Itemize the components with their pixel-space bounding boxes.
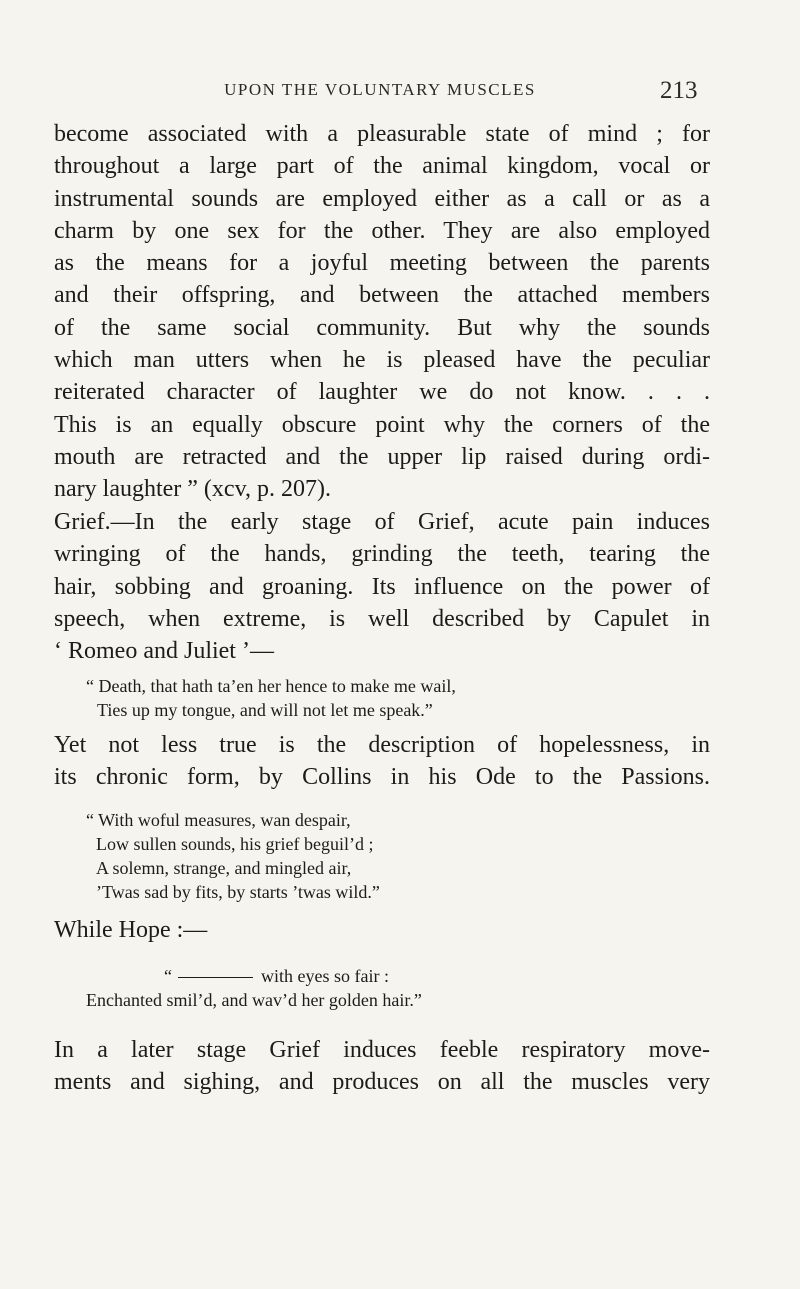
em-rule bbox=[178, 977, 253, 978]
quote-line: “ Death, that hath ta’en her hence to make me wail, bbox=[86, 676, 456, 696]
text-line: Yet not less true is the description of hopelessness, in bbox=[54, 732, 710, 758]
quote-fragment: with eyes so fair : bbox=[261, 966, 389, 986]
running-head: UPON THE VOLUNTARY MUSCLES bbox=[224, 80, 536, 99]
text-line: instrumental sounds are employed either as a call or as a bbox=[54, 185, 710, 212]
paragraph-later-stage bbox=[54, 1034, 710, 1099]
paragraph-hope bbox=[54, 914, 710, 946]
text-line: speech, when extreme, is well described by Capulet in bbox=[54, 605, 710, 632]
text-line: hair, sobbing and groaning. Its influence on the power of bbox=[54, 573, 710, 600]
quote-hope bbox=[86, 964, 422, 1012]
text-line: While Hope :— bbox=[54, 917, 208, 943]
quote-line: “ With woful measures, wan despair, bbox=[86, 810, 351, 830]
quote-line: Enchanted smil’d, and wav’d her golden hair.” bbox=[86, 990, 422, 1010]
paragraph-laughter bbox=[54, 118, 710, 506]
quote-line: ’Twas sad by fits, by starts ’twas wild.” bbox=[96, 882, 380, 902]
text-line: ‘ Romeo and Juliet ’— bbox=[54, 638, 274, 665]
text-line: mouth are retracted and the upper lip raised during ordi- bbox=[54, 443, 710, 470]
quote-ode-to-the-passions bbox=[86, 808, 380, 904]
quote-romeo-and-juliet bbox=[86, 674, 456, 722]
text-line: become associated with a pleasurable state of mind ; for bbox=[54, 121, 710, 147]
text-line: of the same social community. But why the sounds bbox=[54, 314, 710, 341]
text-line: wringing of the hands, grinding the teeth, tearing the bbox=[54, 541, 710, 568]
quote-line: Ties up my tongue, and will not let me speak.” bbox=[97, 700, 433, 720]
text-line: reiterated character of laughter we do not know. . . . bbox=[54, 379, 710, 406]
text-line: Grief.—In the early stage of Grief, acute pain induces bbox=[54, 509, 710, 535]
text-line: its chronic form, by Collins in his Ode to the Passions. bbox=[54, 764, 710, 791]
quote-line bbox=[86, 964, 422, 988]
quote-line: A solemn, strange, and mingled air, bbox=[96, 858, 352, 878]
text-line: ments and sighing, and produces on all the muscles very bbox=[54, 1069, 710, 1096]
paragraph-collins bbox=[54, 729, 710, 794]
text-line: as the means for a joyful meeting between the parents bbox=[54, 250, 710, 277]
text-line: and their offspring, and between the attached members bbox=[54, 282, 710, 309]
paragraph-grief bbox=[54, 506, 710, 667]
open-quote-mark: “ bbox=[164, 966, 172, 986]
page-number: 213 bbox=[660, 77, 698, 104]
text-line: which man utters when he is pleased have the peculiar bbox=[54, 347, 710, 374]
quote-line: Low sullen sounds, his grief beguil’d ; bbox=[96, 834, 374, 854]
text-line: In a later stage Grief induces feeble respiratory move- bbox=[54, 1037, 710, 1063]
text-line: This is an equally obscure point why the corners of the bbox=[54, 411, 710, 438]
text-line: charm by one sex for the other. They are also employed bbox=[54, 217, 710, 244]
text-line: nary laughter ” (xcv, p. 207). bbox=[54, 476, 332, 503]
text-line: throughout a large part of the animal kingdom, vocal or bbox=[54, 153, 710, 180]
